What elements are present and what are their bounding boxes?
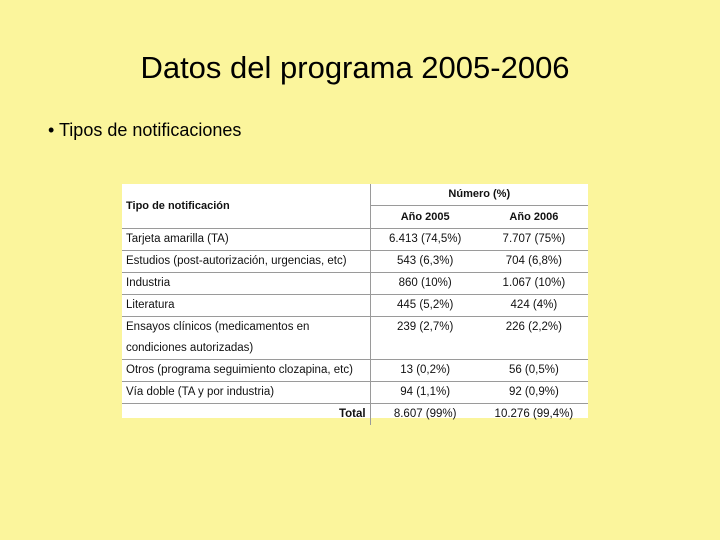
table-row xyxy=(122,317,588,360)
row-value-2006: 704 (6,8%) xyxy=(480,251,588,273)
notification-table xyxy=(122,184,588,425)
row-value-2005: 239 (2,7%) xyxy=(370,317,480,360)
header-year-2005: Año 2005 xyxy=(370,206,480,229)
bullet-text: • Tipos de notificaciones xyxy=(48,120,242,140)
total-label: Total xyxy=(122,404,370,426)
row-value-2006: 56 (0,5%) xyxy=(480,360,588,382)
table-row xyxy=(122,382,588,404)
header-number: Número (%) xyxy=(370,184,588,206)
row-label: Otros (programa seguimiento clozapina, etc) xyxy=(122,360,370,382)
row-label: Tarjeta amarilla (TA) xyxy=(122,229,370,251)
row-value-2006: 1.067 (10%) xyxy=(480,273,588,295)
table-row xyxy=(122,251,588,273)
row-label: Literatura xyxy=(122,295,370,317)
header-type: Tipo de notificación xyxy=(122,184,370,229)
table-row xyxy=(122,360,588,382)
slide-title: Datos del programa 2005-2006 xyxy=(140,50,570,85)
row-value-2005: 13 (0,2%) xyxy=(370,360,480,382)
row-value-2006: 7.707 (75%) xyxy=(480,229,588,251)
row-value-2005: 543 (6,3%) xyxy=(370,251,480,273)
row-value-2005: 94 (1,1%) xyxy=(370,382,480,404)
notification-table-container xyxy=(122,184,588,418)
header-year-2006: Año 2006 xyxy=(480,206,588,229)
row-value-2005: 860 (10%) xyxy=(370,273,480,295)
table-row xyxy=(122,273,588,295)
row-value-2006: 424 (4%) xyxy=(480,295,588,317)
row-value-2005: 6.413 (74,5%) xyxy=(370,229,480,251)
row-label: Vía doble (TA y por industria) xyxy=(122,382,370,404)
table-total-row xyxy=(122,404,588,426)
row-value-2005: 445 (5,2%) xyxy=(370,295,480,317)
row-label: Industria xyxy=(122,273,370,295)
row-label: Ensayos clínicos (medicamentos en condiciones autorizadas) xyxy=(122,317,370,360)
row-value-2006: 226 (2,2%) xyxy=(480,317,588,360)
total-2005: 8.607 (99%) xyxy=(393,408,457,420)
row-label: Estudios (post-autorización, urgencias, etc) xyxy=(122,251,370,273)
total-2006: 10.276 (99,4%) xyxy=(494,408,574,420)
table-header-row xyxy=(122,184,588,206)
row-value-2006: 92 (0,9%) xyxy=(480,382,588,404)
table-row xyxy=(122,229,588,251)
table-row xyxy=(122,295,588,317)
